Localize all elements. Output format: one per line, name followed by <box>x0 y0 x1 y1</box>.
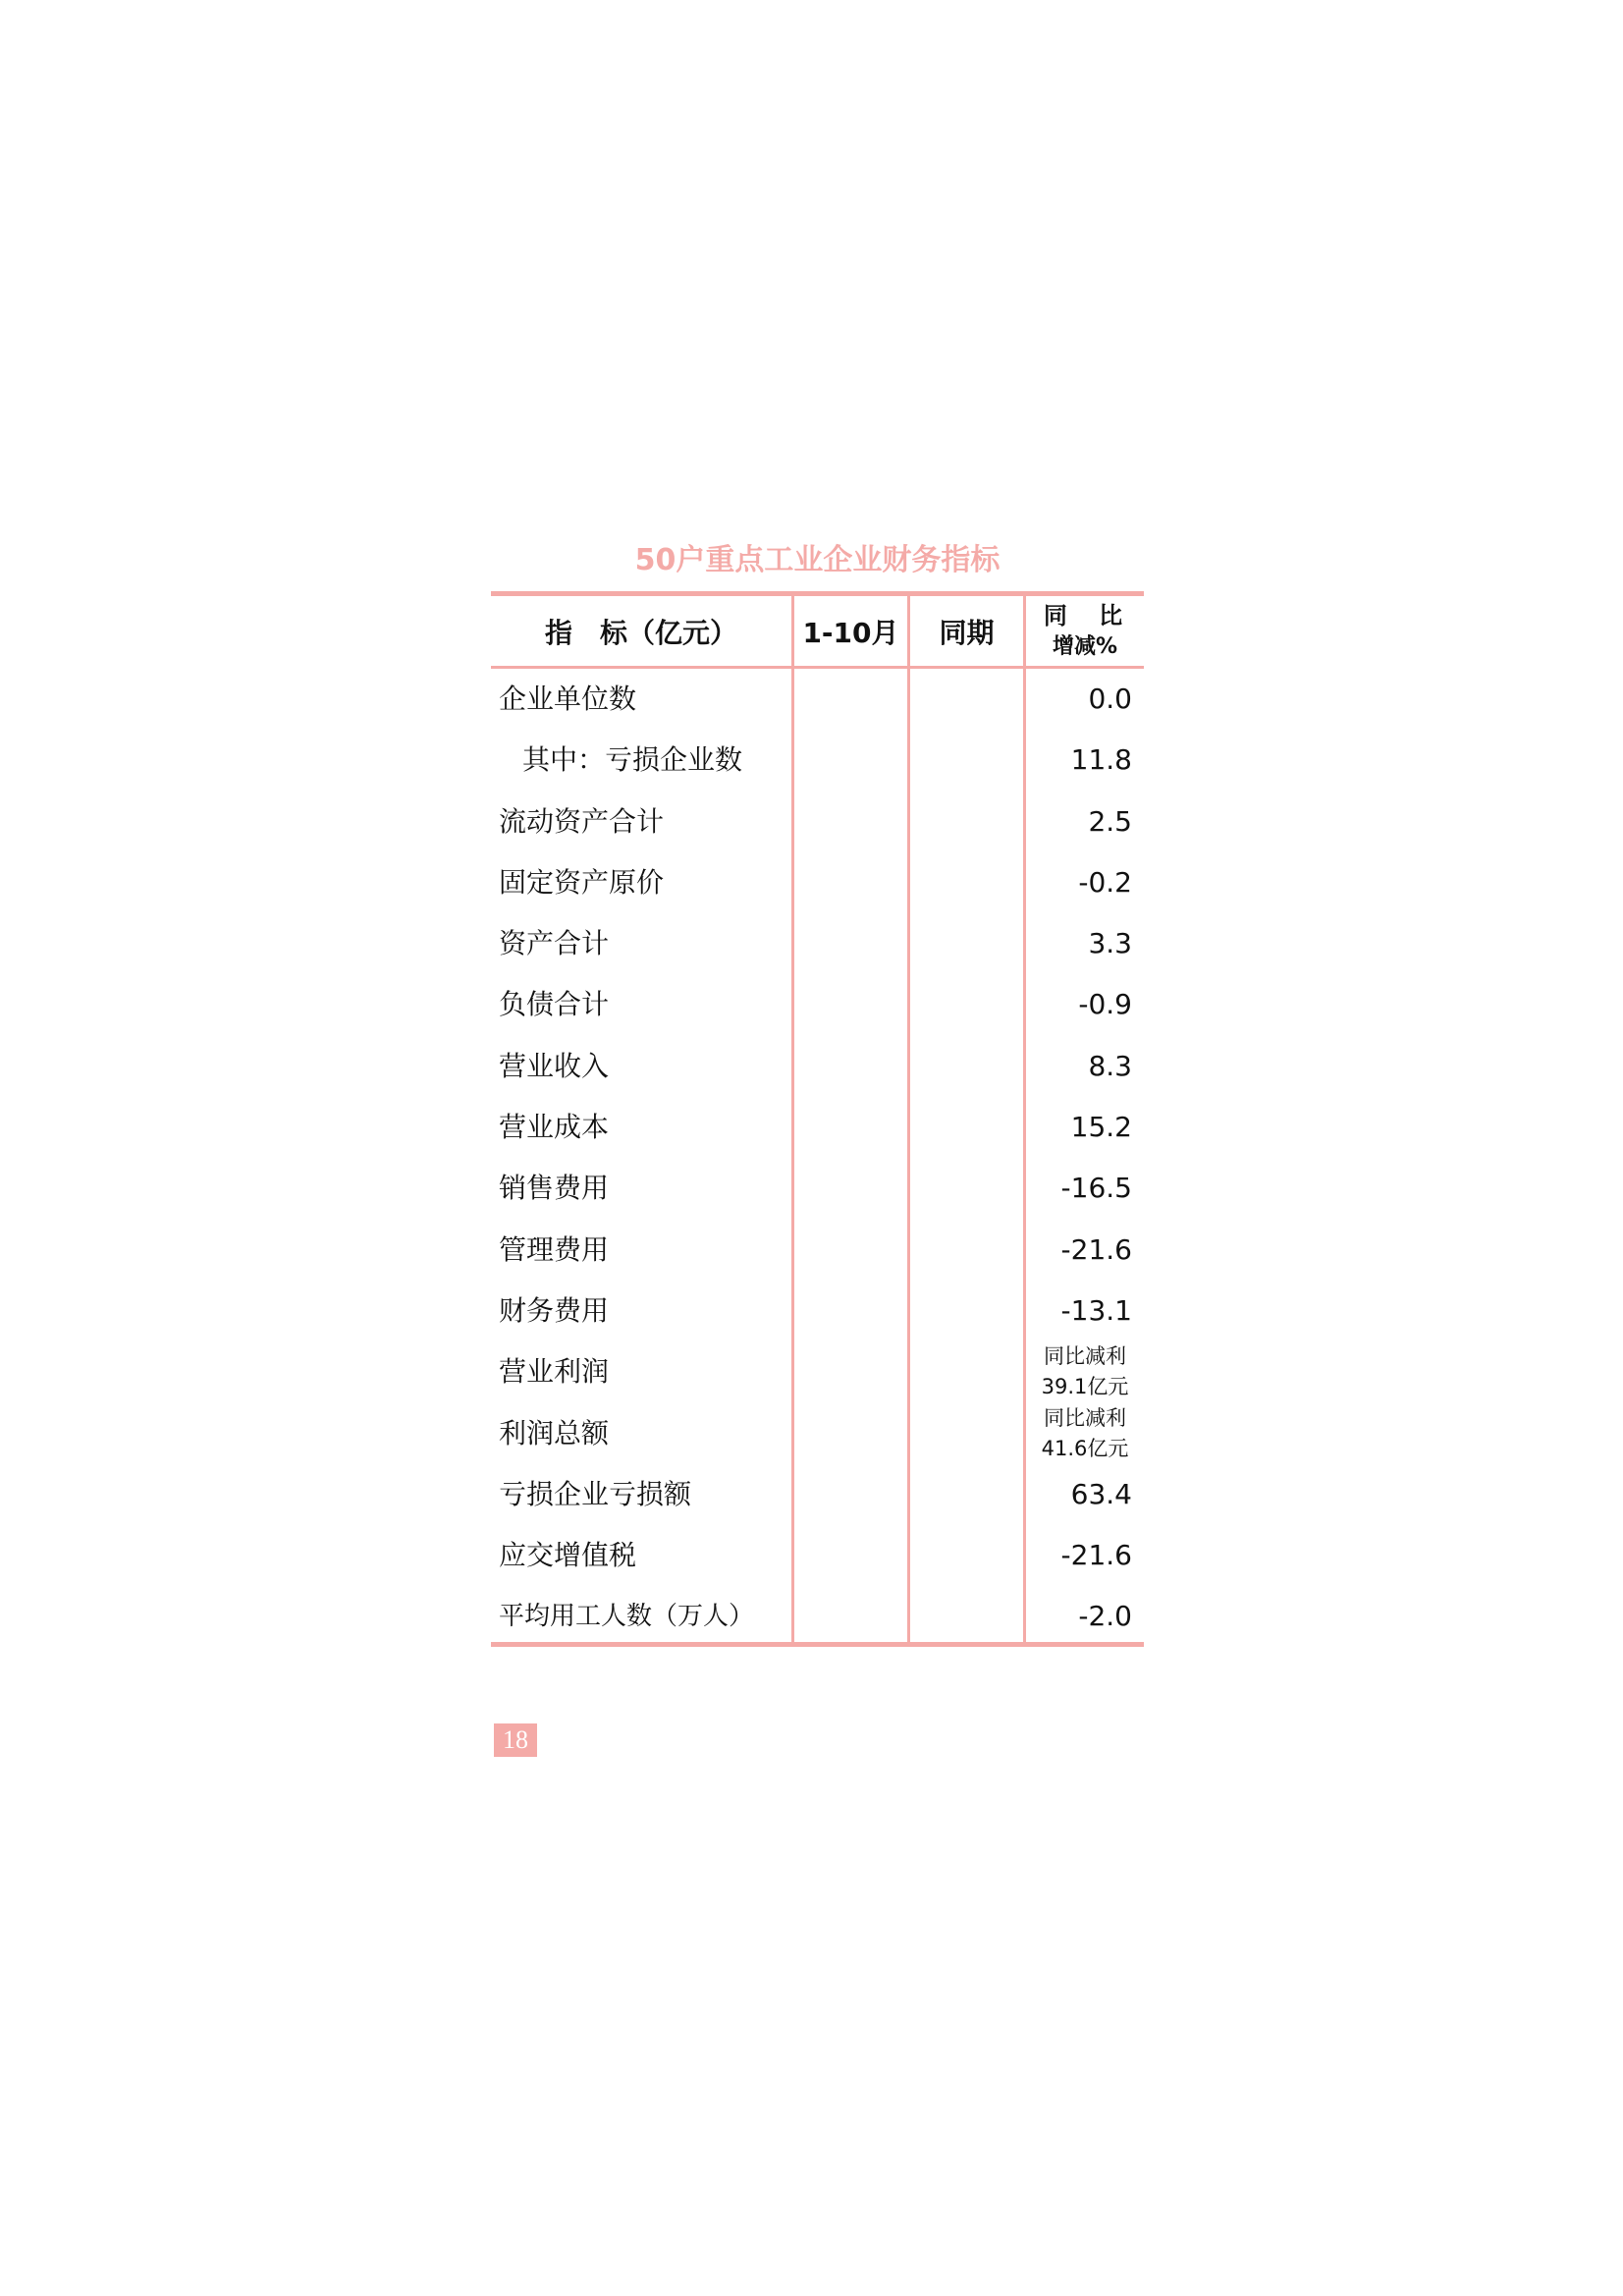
table-row <box>491 1341 1144 1402</box>
table-title: 50户重点工业企业财务指标 <box>634 543 1001 577</box>
row-yoy: -13.1 <box>1060 1293 1132 1327</box>
table-row <box>491 730 1144 791</box>
row-label: 亏损企业亏损额 <box>499 1477 692 1510</box>
row-yoy: 0.0 <box>1088 683 1132 715</box>
row-yoy: -0.2 <box>1078 865 1132 899</box>
row-label: 应交增值税 <box>499 1539 637 1572</box>
header-period: 1-10月 <box>802 616 899 649</box>
page-number: 18 <box>494 1723 537 1757</box>
row-label: 其中：亏损企业数 <box>522 743 743 777</box>
table-row <box>491 1097 1144 1158</box>
table-row <box>491 852 1144 913</box>
row-label: 财务费用 <box>499 1293 610 1327</box>
row-label: 企业单位数 <box>499 683 637 715</box>
table-row <box>491 974 1144 1035</box>
row-yoy: -16.5 <box>1060 1172 1132 1205</box>
row-yoy: -21.6 <box>1060 1232 1132 1266</box>
row-yoy: 63.4 <box>1070 1477 1132 1510</box>
table-row <box>491 1281 1144 1341</box>
financial-indicators-table <box>491 591 1144 1647</box>
row-label: 资产合计 <box>499 927 610 960</box>
row-yoy: -21.6 <box>1060 1539 1132 1572</box>
table-row <box>491 1586 1144 1647</box>
table-row <box>491 1403 1144 1464</box>
table-row <box>491 913 1144 974</box>
table-row <box>491 1158 1144 1219</box>
row-label: 营业收入 <box>499 1049 610 1082</box>
row-yoy: 2.5 <box>1088 804 1132 838</box>
header-indicator: 指 标（亿元） <box>544 616 737 649</box>
row-label: 流动资产合计 <box>499 804 665 838</box>
table-row <box>491 792 1144 852</box>
row-yoy: 15.2 <box>1070 1111 1132 1144</box>
row-label: 管理费用 <box>499 1232 610 1266</box>
row-yoy: 8.3 <box>1088 1049 1132 1082</box>
row-yoy-note: 同比减利39.1亿元 <box>1041 1344 1129 1399</box>
header-yoy <box>1026 596 1144 666</box>
row-label: 负债合计 <box>499 988 610 1021</box>
row-yoy: -2.0 <box>1078 1600 1132 1633</box>
table-row <box>491 1525 1144 1586</box>
row-label: 利润总额 <box>499 1416 610 1449</box>
row-label: 营业利润 <box>499 1355 610 1389</box>
table-row <box>491 1036 1144 1097</box>
row-yoy: 3.3 <box>1088 927 1132 960</box>
row-yoy: 11.8 <box>1070 743 1132 777</box>
row-yoy: -0.9 <box>1078 988 1132 1021</box>
table-body <box>491 669 1144 1648</box>
header-prior: 同期 <box>939 616 995 649</box>
row-yoy-note: 同比减利41.6亿元 <box>1041 1405 1129 1460</box>
header-yoy-line2: 增减% <box>1052 633 1118 659</box>
row-label: 固定资产原价 <box>499 865 665 899</box>
table-row <box>491 1464 1144 1525</box>
table-row <box>491 1220 1144 1281</box>
row-label: 营业成本 <box>499 1111 610 1144</box>
table-row <box>491 669 1144 730</box>
row-label: 销售费用 <box>499 1172 610 1205</box>
row-label: 平均用工人数（万人） <box>499 1602 755 1632</box>
header-yoy-line1: 同 比 <box>1043 601 1135 629</box>
